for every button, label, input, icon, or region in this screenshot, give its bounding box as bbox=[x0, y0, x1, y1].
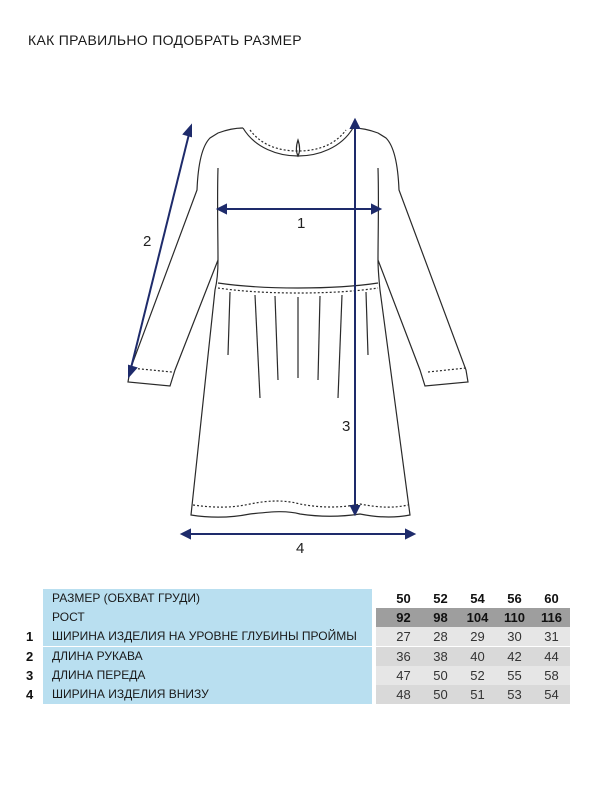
diagram-label-1: 1 bbox=[297, 215, 306, 232]
table-cell: 52 bbox=[470, 668, 485, 683]
table-cell: 27 bbox=[396, 629, 411, 644]
table-cell: 36 bbox=[396, 649, 411, 664]
table-cell: 58 bbox=[544, 668, 559, 683]
row-number: 2 bbox=[26, 649, 34, 664]
table-cell: 55 bbox=[507, 668, 522, 683]
table-cell: 60 bbox=[544, 591, 559, 606]
table-cell: 116 bbox=[541, 610, 562, 625]
table-cell: 52 bbox=[433, 591, 448, 606]
table-cell: 42 bbox=[507, 649, 522, 664]
page-title: КАК ПРАВИЛЬНО ПОДОБРАТЬ РАЗМЕР bbox=[28, 32, 302, 48]
table-row-measure-4 bbox=[43, 685, 570, 704]
diagram-label-3: 3 bbox=[342, 418, 351, 435]
table-cell: 48 bbox=[396, 687, 411, 702]
table-cell: 104 bbox=[466, 610, 489, 625]
table-row-measure-2 bbox=[43, 647, 570, 666]
dress-measurement-diagram bbox=[0, 100, 599, 570]
table-row-height bbox=[43, 608, 570, 627]
table-cell: 30 bbox=[507, 629, 522, 644]
table-cell: 44 bbox=[544, 649, 559, 664]
diagram-label-2: 2 bbox=[143, 233, 152, 250]
row-number: 1 bbox=[26, 629, 34, 644]
table-cell: 110 bbox=[504, 610, 525, 625]
row-values bbox=[376, 666, 570, 685]
table-cell: 47 bbox=[396, 668, 411, 683]
row-number: 4 bbox=[26, 687, 34, 702]
row-values bbox=[376, 647, 570, 666]
row-label: ШИРИНА ИЗДЕЛИЯ НА УРОВНЕ ГЛУБИНЫ ПРОЙМЫ bbox=[43, 627, 372, 646]
table-cell: 50 bbox=[433, 668, 448, 683]
table-row-measure-3 bbox=[43, 666, 570, 685]
table-cell: 50 bbox=[433, 687, 448, 702]
table-cell: 28 bbox=[433, 629, 448, 644]
table-cell: 98 bbox=[433, 610, 448, 625]
table-cell: 38 bbox=[433, 649, 448, 664]
table-cell: 31 bbox=[544, 629, 559, 644]
diagram-label-4: 4 bbox=[296, 540, 305, 557]
table-cell: 51 bbox=[470, 687, 485, 702]
row-values bbox=[376, 685, 570, 704]
table-row-size bbox=[43, 589, 570, 608]
table-cell: 92 bbox=[396, 610, 411, 625]
row-label: РАЗМЕР (ОБХВАТ ГРУДИ) bbox=[43, 589, 372, 608]
table-cell: 56 bbox=[507, 591, 522, 606]
row-label: ДЛИНА ПЕРЕДА bbox=[43, 666, 372, 685]
table-cell: 40 bbox=[470, 649, 485, 664]
row-values bbox=[376, 589, 570, 608]
table-cell: 50 bbox=[396, 591, 411, 606]
table-cell: 54 bbox=[470, 591, 485, 606]
table-cell: 53 bbox=[507, 687, 522, 702]
table-cell: 29 bbox=[470, 629, 485, 644]
table-cell: 54 bbox=[544, 687, 559, 702]
table-row-measure-1 bbox=[43, 627, 570, 646]
row-label: РОСТ bbox=[43, 608, 372, 627]
row-values bbox=[376, 608, 570, 627]
row-number: 3 bbox=[26, 668, 34, 683]
row-label: ДЛИНА РУКАВА bbox=[43, 647, 372, 666]
row-values bbox=[376, 627, 570, 646]
row-label: ШИРИНА ИЗДЕЛИЯ ВНИЗУ bbox=[43, 685, 372, 704]
